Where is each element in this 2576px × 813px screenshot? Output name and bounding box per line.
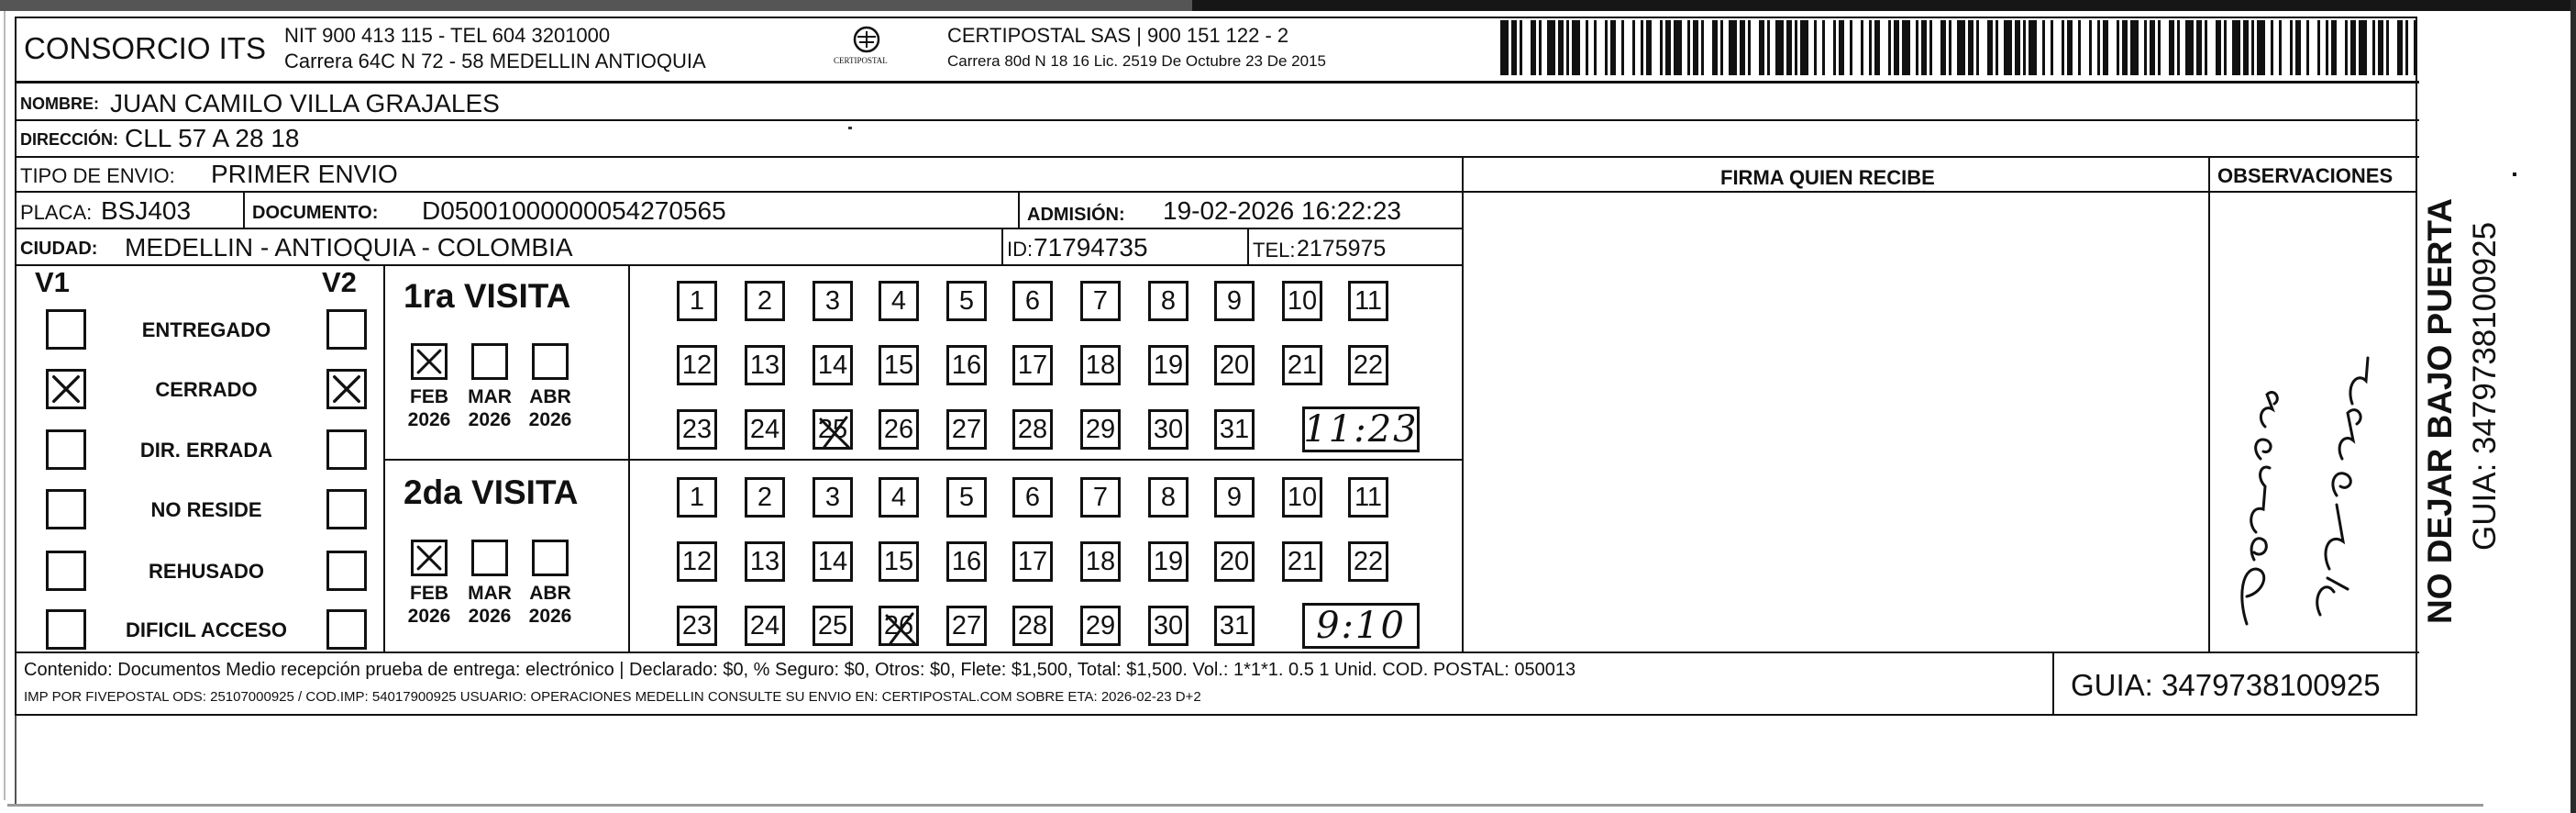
barcode-bar xyxy=(1594,20,1597,75)
month-checkbox[interactable] xyxy=(471,343,508,380)
barcode-bar xyxy=(2122,20,2128,75)
ciudad-label: CIUDAD: xyxy=(20,239,98,259)
certipostal-logo xyxy=(830,24,903,75)
barcode-bar xyxy=(2062,20,2064,75)
carrier-name: CERTIPOSTAL SAS | 900 151 122 - 2 xyxy=(947,24,1289,47)
day-box[interactable]: 19 xyxy=(1148,541,1188,582)
day-box[interactable]: 1 xyxy=(677,281,717,321)
barcode-bar xyxy=(1929,20,1932,75)
tipo-envio-label: TIPO DE ENVIO: xyxy=(20,164,175,187)
barcode-bar xyxy=(1888,20,1891,75)
day-box[interactable]: 26 xyxy=(879,606,919,646)
tipo-envio-value: PRIMER ENVIO xyxy=(211,160,398,188)
barcode-bar xyxy=(1775,20,1784,75)
barcode-bar xyxy=(2326,20,2328,75)
barcode-bar xyxy=(1665,20,1671,75)
status-label: REHUSADO xyxy=(149,560,264,583)
month-label: MAR xyxy=(468,386,512,407)
barcode-bar xyxy=(2130,20,2139,75)
barcode-bar xyxy=(1586,20,1588,75)
day-box[interactable]: 8 xyxy=(1148,477,1188,518)
day-box[interactable]: 9 xyxy=(1214,281,1255,321)
day-box[interactable]: 15 xyxy=(879,345,919,385)
company-address: Carrera 64C N 72 - 58 MEDELLIN ANTIOQUIA xyxy=(284,50,706,72)
barcode-bar xyxy=(2243,20,2249,75)
barcode-bar xyxy=(1660,20,1663,75)
barcode-bar xyxy=(2205,20,2207,75)
barcode-bar xyxy=(2029,20,2037,75)
tel-value: 2175975 xyxy=(1297,236,1387,262)
day-box[interactable]: 31 xyxy=(1214,409,1255,450)
handwritten-signature xyxy=(2219,229,2412,633)
tel-label: TEL: xyxy=(1253,239,1296,262)
row-line-4 xyxy=(15,228,1462,229)
barcode-bar xyxy=(1800,20,1808,75)
day-box[interactable]: 28 xyxy=(1012,409,1053,450)
day-box[interactable]: 21 xyxy=(1282,541,1322,582)
nit-line: NIT 900 413 115 - TEL 604 3201000 xyxy=(284,24,611,47)
carrier-address: Carrera 80d N 18 16 Lic. 2519 De Octubre 23 De 2015 xyxy=(947,52,1326,70)
visit-title: 1ra VISITA xyxy=(404,277,571,315)
day-box[interactable]: 12 xyxy=(677,345,717,385)
day-box[interactable]: 22 xyxy=(1348,541,1388,582)
day-box[interactable]: 4 xyxy=(879,477,919,518)
barcode-bar xyxy=(1968,20,1973,75)
barcode-bar xyxy=(1921,20,1927,75)
barcode-bar xyxy=(2359,20,2367,75)
day-box[interactable]: 19 xyxy=(1148,345,1188,385)
day-box[interactable]: 17 xyxy=(1012,541,1053,582)
barcode-bar xyxy=(1767,20,1770,75)
status-label: CERRADO xyxy=(155,378,258,401)
barcode-bar xyxy=(1996,20,1998,75)
barcode-bar xyxy=(1833,20,1836,75)
day-box[interactable]: 21 xyxy=(1282,345,1322,385)
barcode-bar xyxy=(1976,20,1979,75)
footer-line xyxy=(15,652,2419,653)
year-label: 2026 xyxy=(528,606,572,627)
barcode-bar xyxy=(1674,20,1682,75)
visit-divider xyxy=(383,459,1462,461)
barcode-bar xyxy=(2023,20,2026,75)
status-label: DIR. ERRADA xyxy=(139,439,273,462)
barcode-bar xyxy=(2185,20,2194,75)
barcode-bar xyxy=(2089,20,2092,75)
day-box[interactable]: 2 xyxy=(745,281,785,321)
day-box[interactable]: 4 xyxy=(879,281,919,321)
day-box[interactable]: 8 xyxy=(1148,281,1188,321)
year-label: 2026 xyxy=(468,409,512,430)
day-box[interactable]: 9 xyxy=(1214,477,1255,518)
barcode-bar xyxy=(2372,20,2375,75)
barcode-bar xyxy=(2150,20,2155,75)
barcode-bar xyxy=(1795,20,1797,75)
admision-label: ADMISIÓN: xyxy=(1027,205,1125,225)
v2-checkbox[interactable] xyxy=(326,429,367,470)
barcode-bar xyxy=(2117,20,2119,75)
barcode-bar xyxy=(1539,20,1542,75)
day-box[interactable]: 7 xyxy=(1080,477,1121,518)
v1-checkbox[interactable] xyxy=(46,369,86,409)
month-checkbox[interactable] xyxy=(411,540,448,576)
barcode-bar xyxy=(2169,20,2174,75)
barcode-bar xyxy=(2144,20,2147,75)
placa-label: PLACA: xyxy=(20,201,93,224)
day-box[interactable]: 14 xyxy=(813,541,853,582)
barcode-bar xyxy=(2097,20,2100,75)
barcode-bar xyxy=(1786,20,1792,75)
day-box[interactable]: 25 xyxy=(813,409,853,450)
barcode-bar xyxy=(1632,20,1635,75)
v1-checkbox[interactable] xyxy=(46,551,86,591)
barcode-bar xyxy=(2042,20,2045,75)
v2-checkbox[interactable] xyxy=(326,609,367,650)
firma-left-border xyxy=(1462,156,1464,652)
barcode-bar xyxy=(1861,20,1863,75)
documento-value: D05001000000054270565 xyxy=(422,196,726,225)
barcode-bar xyxy=(2158,20,2161,75)
firma-header: FIRMA QUIEN RECIBE xyxy=(1720,166,1935,189)
day-box[interactable]: 16 xyxy=(946,541,987,582)
day-box[interactable]: 13 xyxy=(745,345,785,385)
day-box[interactable]: 22 xyxy=(1348,345,1388,385)
v1-checkbox[interactable] xyxy=(46,429,86,470)
day-box[interactable]: 1 xyxy=(677,477,717,518)
barcode-bar xyxy=(2317,20,2320,75)
barcode-bar xyxy=(2405,20,2408,75)
barcode-bar xyxy=(1547,20,1555,75)
barcode-bar xyxy=(2224,20,2227,75)
day-box[interactable]: 29 xyxy=(1080,409,1121,450)
documento-label: DOCUMENTO: xyxy=(252,203,379,223)
day-box[interactable]: 10 xyxy=(1282,477,1322,518)
day-box[interactable]: 20 xyxy=(1214,345,1255,385)
visit-time: 9:10 xyxy=(1302,603,1420,649)
scan-bottom-line xyxy=(7,804,2483,807)
month-label: ABR xyxy=(529,583,571,604)
barcode-bar xyxy=(1641,20,1643,75)
v1-checkbox[interactable] xyxy=(46,309,86,350)
day-box[interactable]: 30 xyxy=(1148,606,1188,646)
admision-value: 19-02-2026 16:22:23 xyxy=(1163,196,1401,225)
barcode-bar xyxy=(1916,20,1918,75)
barcode-bar xyxy=(1902,20,1910,75)
obs-header: OBSERVACIONES xyxy=(2217,164,2394,187)
row-line-2 xyxy=(15,156,2419,158)
barcode-bar xyxy=(1520,20,1522,75)
barcode-bar xyxy=(2386,20,2389,75)
barcode-bar xyxy=(1687,20,1690,75)
day-box[interactable]: 5 xyxy=(946,477,987,518)
guia-divider xyxy=(2052,652,2054,716)
barcode-bar xyxy=(2067,20,2073,75)
day-box[interactable]: 20 xyxy=(1214,541,1255,582)
day-box[interactable]: 23 xyxy=(677,606,717,646)
barcode-bar xyxy=(1869,20,1872,75)
barcode-bar xyxy=(1894,20,1899,75)
v2-checkbox[interactable] xyxy=(326,551,367,591)
day-box[interactable]: 14 xyxy=(813,345,853,385)
nombre-label: NOMBRE: xyxy=(20,95,99,113)
visit-time: 11:23 xyxy=(1303,408,1419,451)
barcode-bar xyxy=(1610,20,1616,75)
barcode-bar xyxy=(1566,20,1569,75)
day-box[interactable]: 18 xyxy=(1080,541,1121,582)
day-box[interactable]: 26 xyxy=(879,409,919,450)
day-box[interactable]: 2 xyxy=(745,477,785,518)
day-box[interactable]: 27 xyxy=(946,606,987,646)
day-box[interactable]: 5 xyxy=(946,281,987,321)
barcode-bar xyxy=(2279,20,2282,75)
year-label: 2026 xyxy=(407,606,451,627)
year-label: 2026 xyxy=(528,409,572,430)
direccion-value: CLL 57 A 28 18 xyxy=(125,124,300,152)
imp-text: IMP POR FIVEPOSTAL ODS: 25107000925 / COD.IMP: 54017900925 USUARIO: OPERACIONES MEDELLIN CONSULTE SU ENVIO EN: CERTIPOSTAL.COM SOBRE ETA: 2026-02-23 D+2 xyxy=(24,689,1201,705)
day-box[interactable]: 12 xyxy=(677,541,717,582)
month-checkbox[interactable] xyxy=(411,343,448,380)
day-box[interactable]: 3 xyxy=(813,281,853,321)
barcode-bar xyxy=(1572,20,1580,75)
month-label: ABR xyxy=(529,386,571,407)
day-box[interactable]: 10 xyxy=(1282,281,1322,321)
no-dejar-bajo-puerta: NO DEJAR BAJO PUERTA xyxy=(2421,198,2459,624)
v1-checkbox[interactable] xyxy=(46,609,86,650)
barcode-bar xyxy=(1850,20,1852,75)
contenido-text: Contenido: Documentos Medio recepción prueba de entrega: electrónico | Declarado: $0, % Seguro: $0, Otros: $0, Flete: $1,500, Total: $1,500. Vol.: 1*1*1. 0.5 1 Unid. COD. POSTAL: 050013 xyxy=(24,660,1576,680)
barcode-bar xyxy=(1712,20,1718,75)
v2-label: V2 xyxy=(322,266,357,298)
day-box[interactable]: 18 xyxy=(1080,345,1121,385)
visit-title: 2da VISITA xyxy=(404,473,579,511)
margin-dot xyxy=(2513,173,2516,176)
barcode-bar xyxy=(1748,20,1751,75)
v2-checkbox[interactable] xyxy=(326,309,367,350)
barcode-bar xyxy=(2306,20,2309,75)
barcode-bar xyxy=(1701,20,1704,75)
month-checkbox[interactable] xyxy=(471,540,508,576)
year-label: 2026 xyxy=(468,606,512,627)
day-box[interactable]: 25 xyxy=(813,606,853,646)
scan-left-line xyxy=(4,11,6,800)
barcode-bar xyxy=(1500,20,1509,75)
barcode-bar xyxy=(2004,20,2012,75)
v1-checkbox[interactable] xyxy=(46,489,86,529)
day-box[interactable]: 11 xyxy=(1348,281,1388,321)
barcode-bar xyxy=(1740,20,1745,75)
barcode-bar xyxy=(1759,20,1764,75)
scan-lower-area xyxy=(15,716,2417,804)
day-box[interactable]: 24 xyxy=(745,409,785,450)
year-label: 2026 xyxy=(407,409,451,430)
status-label: DIFICIL ACCESO xyxy=(125,618,287,641)
barcode-bar xyxy=(2290,20,2293,75)
v2-checkbox[interactable] xyxy=(326,369,367,409)
day-box[interactable]: 24 xyxy=(745,606,785,646)
row-line-3 xyxy=(15,191,1462,193)
barcode-bar xyxy=(1531,20,1536,75)
tel-divider xyxy=(1247,228,1249,264)
status-divider xyxy=(383,264,385,652)
month-checkbox[interactable] xyxy=(532,540,569,576)
barcode-bar xyxy=(1621,20,1624,75)
ciudad-value: MEDELLIN - ANTIOQUIA - COLOMBIA xyxy=(125,233,573,262)
header-divider xyxy=(15,81,2419,84)
placa-value: BSJ403 xyxy=(101,196,192,225)
day-box[interactable]: 27 xyxy=(946,409,987,450)
barcode-bar xyxy=(1605,20,1608,75)
day-box[interactable]: 30 xyxy=(1148,409,1188,450)
barcode-bar xyxy=(2103,20,2108,75)
barcode-bar xyxy=(1814,20,1817,75)
barcode-bar xyxy=(2216,20,2221,75)
month-label: MAR xyxy=(468,583,512,604)
barcode-bar xyxy=(1511,20,1517,75)
day-box[interactable]: 31 xyxy=(1214,606,1255,646)
row-line-1 xyxy=(15,119,2419,121)
barcode-bar xyxy=(2015,20,2020,75)
barcode-bar xyxy=(1949,20,1951,75)
v2-checkbox[interactable] xyxy=(326,489,367,529)
firma-header-line xyxy=(1462,191,2417,193)
day-box[interactable]: 17 xyxy=(1012,345,1053,385)
day-box[interactable]: 28 xyxy=(1012,606,1053,646)
barcode-bar xyxy=(2397,20,2403,75)
barcode-bar xyxy=(2196,20,2202,75)
barcode xyxy=(1500,20,2417,75)
month-label: FEB xyxy=(410,386,448,407)
barcode-bar xyxy=(2350,20,2356,75)
barcode-bar xyxy=(2345,20,2348,75)
day-box[interactable]: 7 xyxy=(1080,281,1121,321)
day-box[interactable]: 16 xyxy=(946,345,987,385)
day-box[interactable]: 23 xyxy=(677,409,717,450)
company-name: CONSORCIO ITS xyxy=(24,31,267,65)
barcode-bar xyxy=(2232,20,2240,75)
barcode-bar xyxy=(2177,20,2180,75)
barcode-bar xyxy=(1558,20,1564,75)
barcode-bar xyxy=(1720,20,1723,75)
barcode-bar xyxy=(2271,20,2273,75)
direccion-label: DIRECCIÓN: xyxy=(20,130,118,149)
status-label: NO RESIDE xyxy=(150,498,262,521)
day-box[interactable]: 3 xyxy=(813,477,853,518)
nombre-value: JUAN CAMILO VILLA GRAJALES xyxy=(110,89,500,117)
barcode-bar xyxy=(2295,20,2301,75)
day-box[interactable]: 15 xyxy=(879,541,919,582)
day-box[interactable]: 29 xyxy=(1080,606,1121,646)
barcode-bar xyxy=(1646,20,1652,75)
day-box[interactable]: 6 xyxy=(1012,281,1053,321)
scan-right-edge xyxy=(2570,0,2576,813)
visit-months-divider xyxy=(628,264,630,652)
side-guia: GUIA: 3479738100925 xyxy=(2467,221,2503,551)
barcode-bar xyxy=(1729,20,1737,75)
barcode-bar xyxy=(1957,20,1965,75)
id-value: 71794735 xyxy=(1034,233,1148,262)
barcode-bar xyxy=(1940,20,1946,75)
month-checkbox[interactable] xyxy=(532,343,569,380)
admision-divider xyxy=(1018,191,1020,228)
day-box[interactable]: 11 xyxy=(1348,477,1388,518)
footer-guia: GUIA: 3479738100925 xyxy=(2071,668,2381,702)
v1-label: V1 xyxy=(35,266,70,298)
day-box[interactable]: 13 xyxy=(745,541,785,582)
id-label: ID: xyxy=(1007,238,1034,261)
barcode-bar xyxy=(2251,20,2254,75)
barcode-bar xyxy=(1874,20,1880,75)
barcode-bar xyxy=(1693,20,1698,75)
stray-mark xyxy=(848,127,852,129)
id-divider xyxy=(1001,228,1003,264)
barcode-bar xyxy=(1987,20,1993,75)
barcode-bar xyxy=(2378,20,2383,75)
barcode-bar xyxy=(2331,20,2337,75)
month-label: FEB xyxy=(410,583,448,604)
barcode-bar xyxy=(2414,20,2417,75)
barcode-bar xyxy=(2257,20,2265,75)
row-line-5 xyxy=(15,264,1462,266)
logo-text: CERTIPOSTAL xyxy=(834,56,888,65)
placa-divider xyxy=(243,191,245,228)
barcode-bar xyxy=(2078,20,2081,75)
scan-top-fade xyxy=(0,0,1192,11)
barcode-bar xyxy=(1822,20,1825,75)
status-label: ENTREGADO xyxy=(141,318,271,341)
obs-left-border xyxy=(2208,156,2210,652)
barcode-bar xyxy=(1839,20,1844,75)
day-box[interactable]: 6 xyxy=(1012,477,1053,518)
barcode-bar xyxy=(2051,20,2053,75)
